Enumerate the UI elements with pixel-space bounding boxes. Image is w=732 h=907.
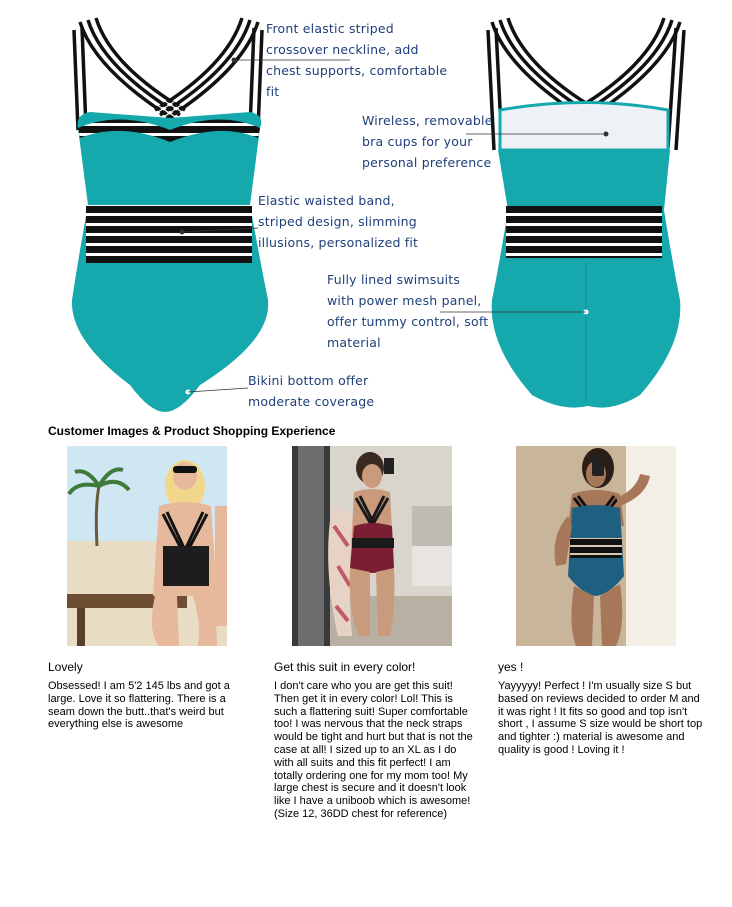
customer-photo-2[interactable]: [292, 446, 452, 646]
review-title: yes !: [498, 660, 524, 674]
product-feature-diagram: [0, 0, 732, 420]
section-title: Customer Images & Product Shopping Experience: [48, 424, 336, 438]
customer-photo-1[interactable]: [67, 446, 227, 646]
review-title: Lovely: [48, 660, 83, 674]
callout-bra-cups: Wireless, removable bra cups for your personal preference: [362, 113, 493, 170]
callout-neckline: Front elastic striped crossover neckline, add chest supports, comfortable fit: [266, 21, 448, 99]
callout-lining: Fully lined swimsuits with power mesh panel, offer tummy control, soft material: [327, 272, 489, 350]
callout-bikini-bottom: Bikini bottom offer moderate coverage: [248, 373, 375, 409]
review-3: [498, 660, 703, 757]
review-1: [48, 660, 253, 731]
customer-photo-3[interactable]: [516, 446, 676, 646]
review-body: Yayyyyy! Perfect ! I'm usually size S but based on reviews decided to order M and it was right ! It fits so good and top isn't short , I assume S size would be short top and tighter :) material is awesome and quality is good ! Loving it !: [498, 680, 703, 756]
review-body: Obsessed! I am 5'2 145 lbs and got a large. Love it so flattering. There is a seam down the butt..that's weird but everything else is awesome: [48, 680, 230, 731]
review-body: I don't care who you are get this suit! Then get it in every color! Lol! This is such a flattering suit! Super comfortable too! I was nervous that the neck straps would be tight and hurt but that is not the case at all! I sized up to an XL as I do with all suits and this fit perfect! I am totally ordering one for my mom too! My large chest is secure and it doesn't look like I have a uniboob which is awesome! (Size 12, 36DD chest for reference): [274, 680, 473, 820]
callout-waist-band: Elastic waisted band, striped design, slimming illusions, personalized fit: [258, 193, 419, 250]
review-title: Get this suit in every color!: [274, 660, 416, 674]
review-2: [274, 660, 479, 821]
